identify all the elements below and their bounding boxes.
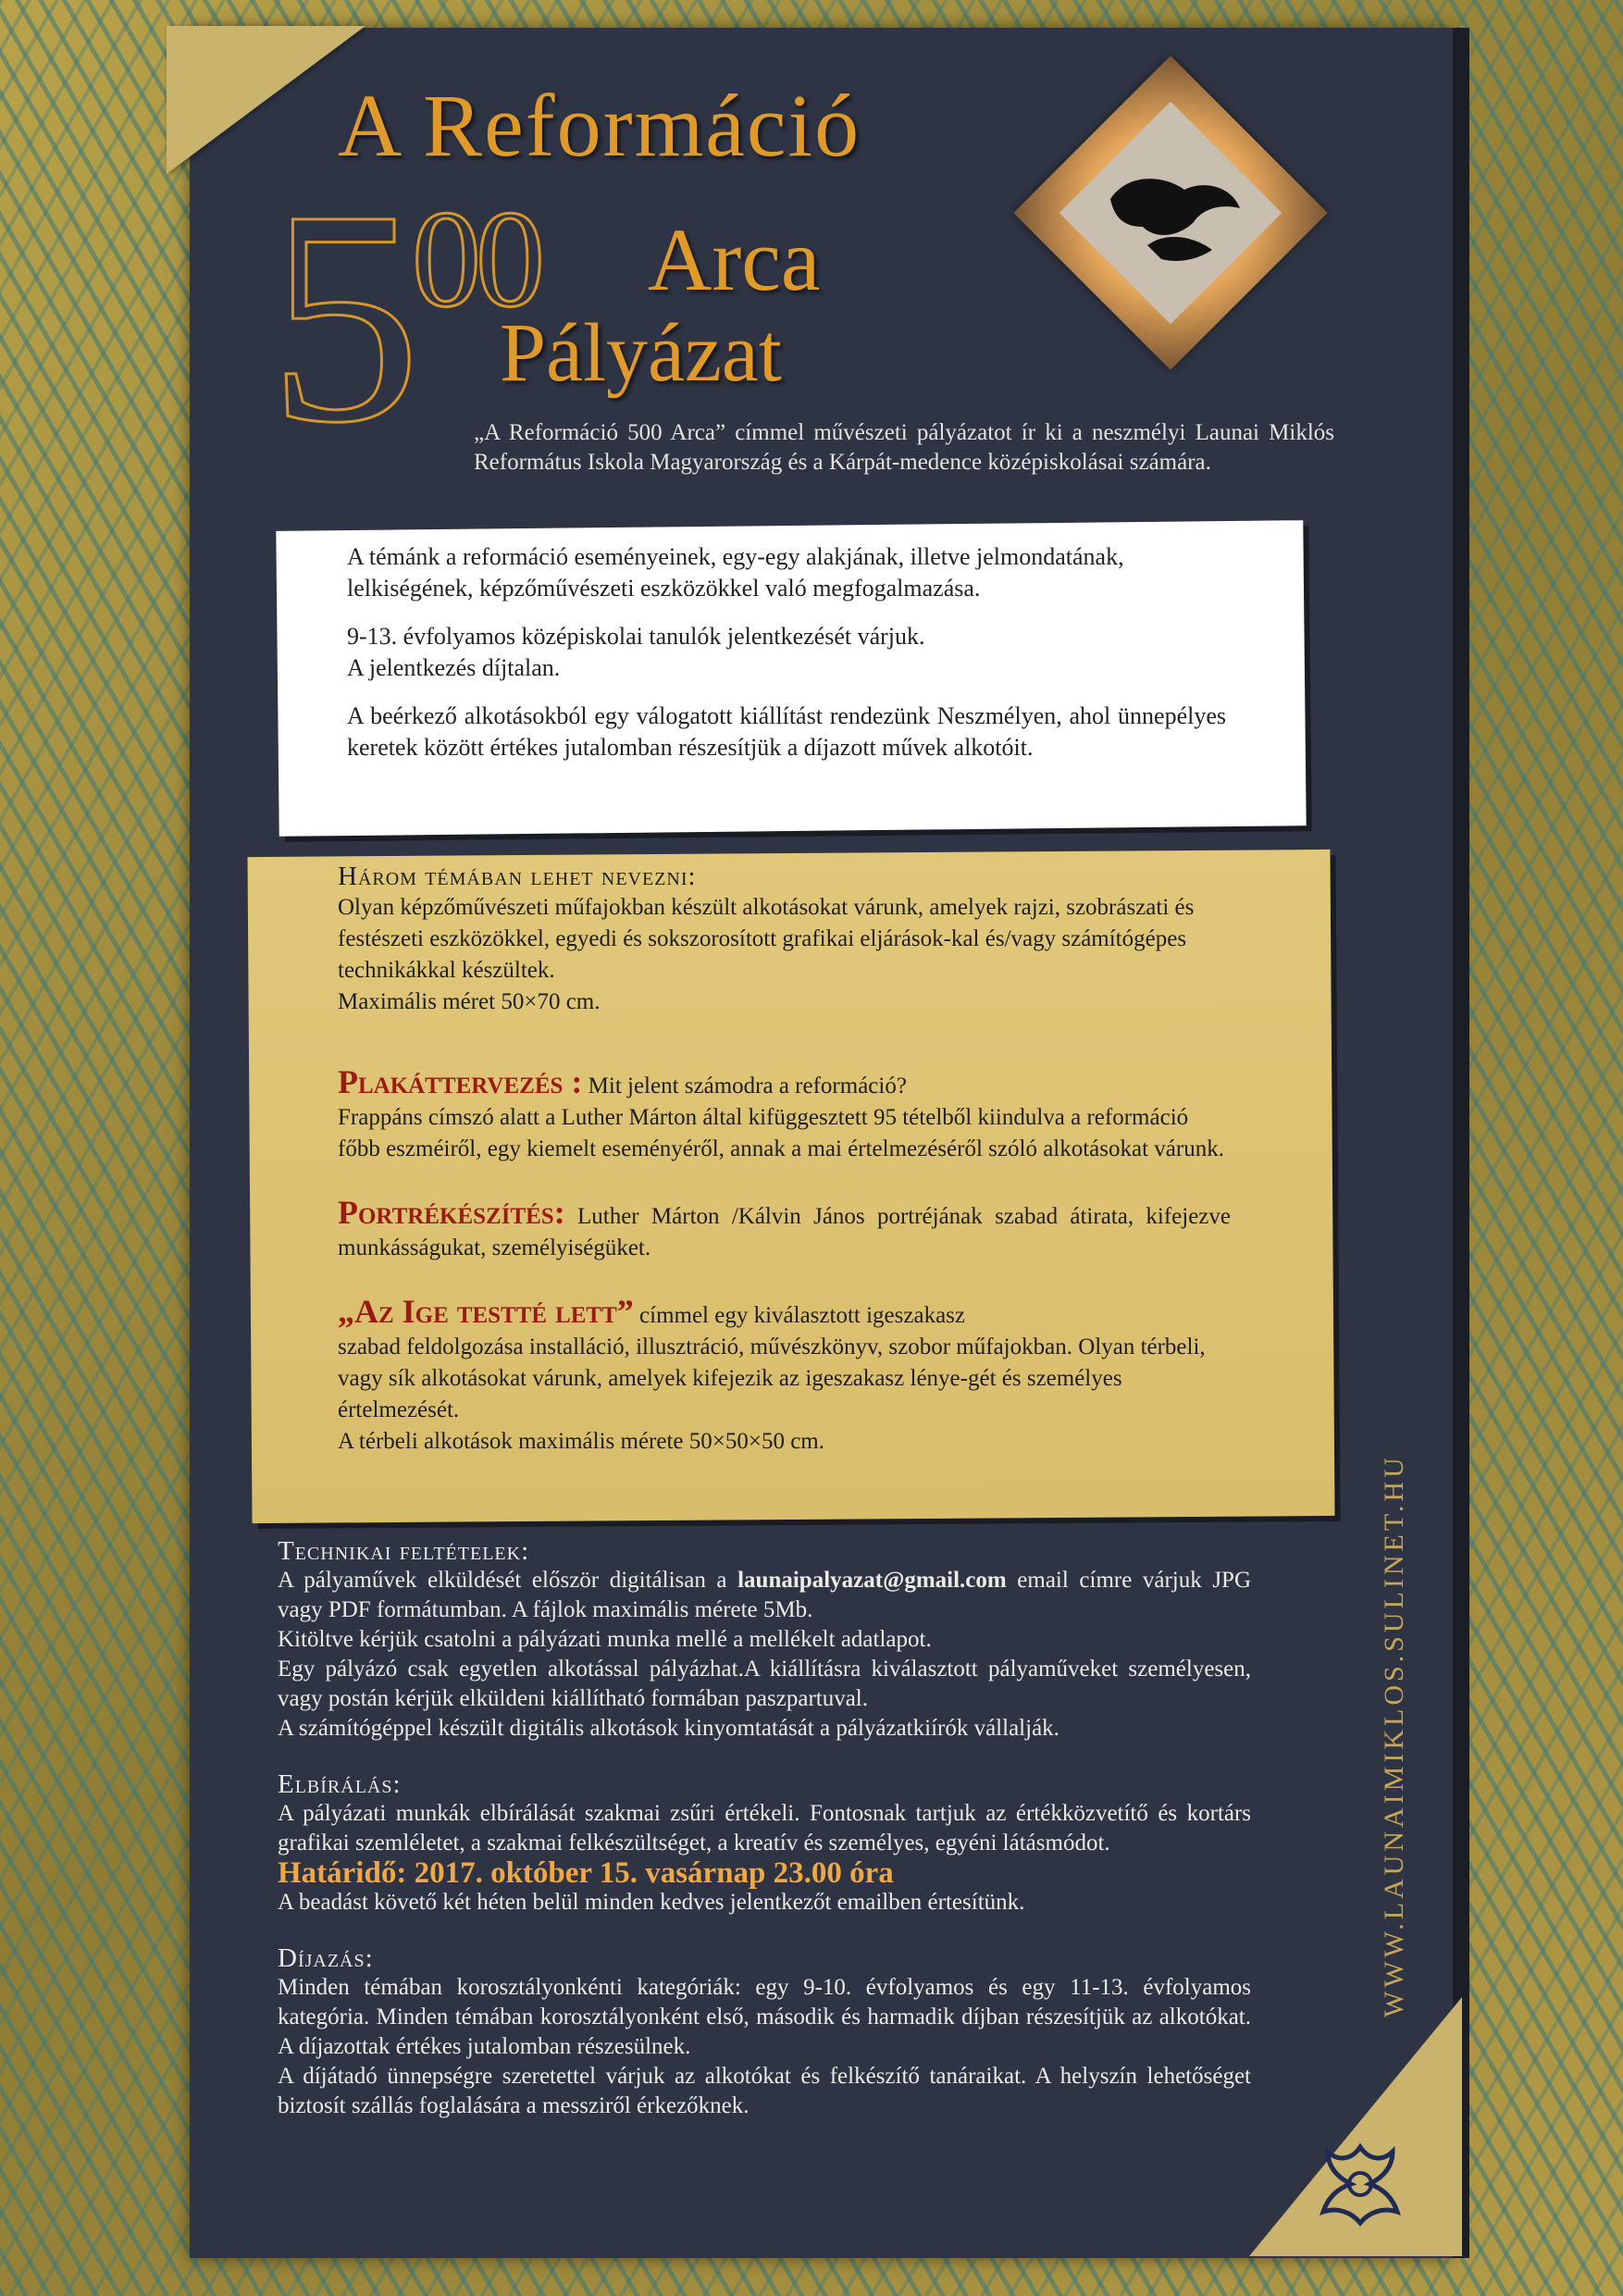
title-big-zeros: 00 xyxy=(412,182,539,336)
technical-line-3: Egy pályázó csak egyetlen alkotással pályázhat.A kiállításra kiválasztott pályaműveket személyesen, vagy postán kérjük elküldeni kiállítható formában paszpartuval. xyxy=(278,1657,1251,1711)
white-info-text xyxy=(347,541,1226,780)
hands-icon xyxy=(1092,134,1249,292)
theme-description: A témánk a reformáció eseményeinek, egy-egy alakjának, illetve jelmondatának, lelkiségének, képzőművészeti eszközökkel való megfogalmazása. xyxy=(347,543,1124,602)
poster-title: Plakáttervezés : xyxy=(338,1063,583,1100)
technical-heading: Technikai feltételek: xyxy=(278,1536,530,1566)
image-frame xyxy=(1059,102,1282,324)
eligibility-grades: 9-13. évfolyamos középiskolai tanulók jelentkezését várjuk. xyxy=(347,623,925,650)
awards-heading: Díjazás: xyxy=(278,1943,374,1973)
poster-question: Mit jelent számodra a reformáció? xyxy=(588,1074,907,1098)
awards-text-2: A díjátadó ünnepségre szeretettel várjuk az alkotókat és felkészítő tanáraikat. A helyszín lehetőséget biztosít szállás foglalására a messziről érkezőknek. xyxy=(278,2064,1251,2118)
title-big-five: 5 xyxy=(268,148,421,486)
ige-text-2: szabad feldolgozása installáció, illusztráció, művészkönyv, szobor műfajokban. Olyan térbeli, vagy sík alkotásokat várunk, amelyek kifejezik az igeszakasz lénye-gét és személyes értelmezését. xyxy=(338,1334,1206,1422)
bottom-info-section xyxy=(278,1536,1251,2121)
eligibility xyxy=(347,621,1226,684)
technical-line-4: A számítógéppel készült digitális alkotások kinyomtatását a pályázatkiírók vállalják. xyxy=(278,1716,1059,1741)
ige-theme xyxy=(338,1293,1231,1332)
title-line-1: A Reformáció xyxy=(338,76,861,175)
technical-text-pre: A pályaművek elküldését először digitálisan a xyxy=(278,1568,727,1593)
deadline: Határidő: 2017. október 15. vasárnap 23.00 óra xyxy=(278,1856,894,1890)
themes-section xyxy=(338,861,1231,1458)
email-link[interactable]: launaipalyazat@gmail.com xyxy=(737,1568,1007,1593)
notification-text: A beadást követő két héten belül minden kedves jelentkezőt emailben értesítünk. xyxy=(278,1890,1025,1915)
ige-max-size: A térbeli alkotások maximális mérete 50×50×50 cm. xyxy=(338,1429,824,1454)
eligibility-fee: A jelentkezés díjtalan. xyxy=(347,654,561,681)
poster-theme xyxy=(338,1063,1231,1102)
portrait-theme xyxy=(338,1194,1231,1264)
title-line-3: Pályázat xyxy=(500,307,782,399)
judging-text: A pályázati munkák elbírálását szakmai zsűri értékeli. Fontosnak tartjuk az értékközvetítő és kortárs grafikai szemléletet, a szakmai felkészültséget, a kreatív és személyes, egyéni látásmódot. xyxy=(278,1801,1251,1855)
themes-heading: Három témában lehet nevezni: xyxy=(338,862,697,891)
title-line-2: Arca xyxy=(648,210,821,309)
exhibition-info: A beérkező alkotásokból egy válogatott kiállítást rendezünk Neszmélyen, ahol ünnepélyes keretek között értékes jutalomban részesítjük a díjazott művek alkotóit. xyxy=(347,702,1226,761)
school-logo-icon xyxy=(1314,2138,1406,2230)
poster-text: Frappáns címszó alatt a Luther Márton által kifüggesztett 95 tételből kiindulva a reformáció főbb eszméiről, egy kiemelt eseményéről, annak a mai értelmezéséről szóló alkotásokat várunk. xyxy=(338,1105,1224,1161)
website-vertical[interactable] xyxy=(1379,1454,1410,2017)
themes-max-size: Maximális méret 50×70 cm. xyxy=(338,989,601,1014)
technical-text-post: email címre várjuk JPG vagy PDF formátumban. A fájlok maximális mérete 5Mb. xyxy=(278,1568,1252,1622)
ige-title: „Az Ige testté lett” xyxy=(338,1293,634,1330)
portrait-text: Luther Márton /Kálvin János portréjának szabad átirata, kifejezve munkásságukat, személyiségüket. xyxy=(338,1204,1231,1260)
intro-text: „A Reformáció 500 Arca” címmel művészeti pályázatot ír ki a neszmélyi Launai Miklós Református Iskola Magyarország és a Kárpát-medence középiskolásai számára. xyxy=(474,420,1334,475)
judging-heading: Elbírálás: xyxy=(278,1769,402,1799)
ige-text-1: címmel egy kiválasztott igeszakasz xyxy=(639,1303,965,1328)
portrait-title: Portrékészítés: xyxy=(338,1194,565,1231)
website-text[interactable]: WWW.LAUNAIMIKLOS.SULINET.HU xyxy=(1379,1454,1409,2017)
themes-intro: Olyan képzőművészeti műfajokban készült alkotásokat várunk, amelyek rajzi, szobrászati és festészeti eszközökkel, egyedi és sokszorosított grafikai eljárások-kal és/vagy számítógépes technikákkal készültek. xyxy=(338,895,1195,983)
technical-line-2: Kitöltve kérjük csatolni a pályázati munka mellé a mellékelt adatlapot. xyxy=(278,1627,932,1652)
technical-text xyxy=(278,1566,1251,1625)
awards-text-1: Minden témában korosztályonkénti kategóriák: egy 9-10. évfolyamos és egy 11-13. évfolyamos kategória. Minden témában korosztályonként első, második és harmadik díjban részesítjük az alkotókat. A díjazottak értékes jutalomban részesülnek. xyxy=(278,1975,1251,2059)
